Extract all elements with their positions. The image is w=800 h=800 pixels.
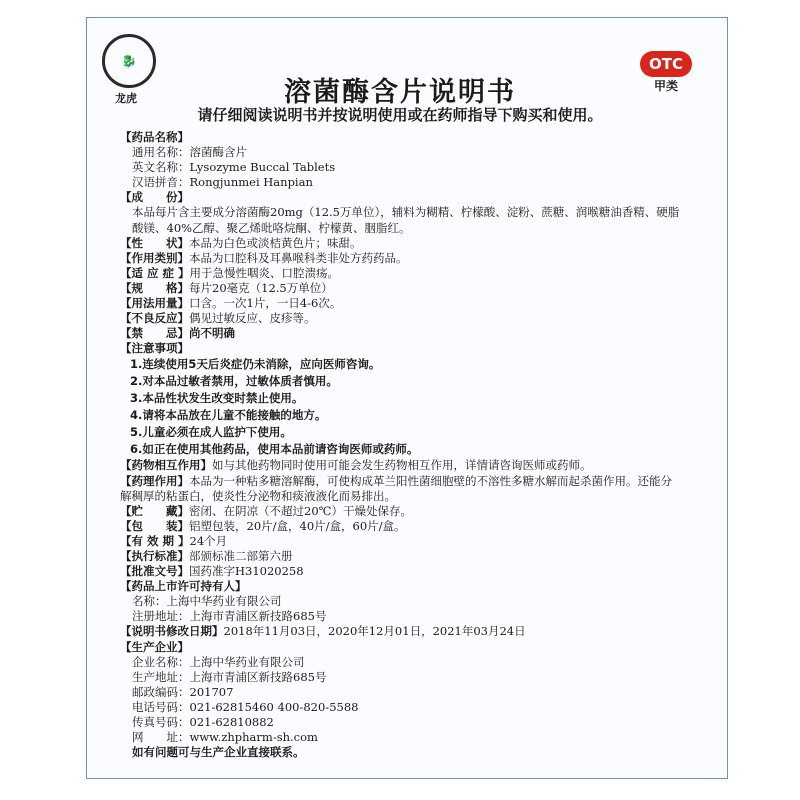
specification-label: 【规 格】 [120,280,189,295]
package-label: 【包 装】 [120,518,189,533]
precaution-item: 1.连续使用5天后炎症仍未消除，应向医师咨询。 [130,357,381,372]
properties-label: 【性 状】 [120,235,189,250]
interactions-label: 【药物相互作用】 [120,458,212,473]
pinyin-name: 汉语拼音：Rongjunmei Hanpian [132,175,313,190]
dragon-tiger-icon: 🐉 [102,34,156,88]
precautions-label: 【注意事项】 [120,341,189,356]
manufacturer-line: 企业名称：上海中华药业有限公司 [132,654,305,669]
standard-label: 【执行标准】 [120,548,189,563]
leaflet-content [120,130,680,760]
contact-note: 如有问题可与生产企业直接联系。 [132,745,305,760]
manufacturer-line: 生产地址：上海市青浦区新技路685号 [132,669,327,684]
manufacturer-line: 传真号码：021-62810882 [132,715,274,729]
category-text: 本品为口腔科及耳鼻喉科类非处方药药品。 [189,250,408,265]
otc-badge: OTC [640,51,692,77]
standard-text: 部颁标准二部第六册 [189,548,293,563]
storage-label: 【贮 藏】 [120,503,189,518]
revision-text: 2018年11月03日，2020年12月01日，2021年03月24日 [223,624,526,639]
pharmacology-label: 【药理作用】 [120,473,189,488]
adverse-label: 【不良反应】 [120,311,189,326]
generic-name: 通用名称：溶菌酶含片 [132,145,247,160]
dosage-label: 【用法用量】 [120,296,189,311]
composition-text: 本品每片含主要成分溶菌酶20mg（12.5万单位），辅料为糊精、柠檬酸、淀粉、蔗糖、润喉糖油香精、硬脂酸镁、40%乙醇、聚乙烯吡咯烷酮、柠檬黄、胭脂红。 [132,205,680,235]
contraindications-label: 【禁 忌】 [120,326,189,341]
adverse-text: 偶见过敏反应、皮疹等。 [189,311,316,326]
dosage-text: 口含。一次1片，一日4-6次。 [189,296,342,311]
properties-text: 本品为白色或淡桔黄色片；味甜。 [189,235,362,250]
approval-label: 【批准文号】 [120,564,189,579]
manufacturer-line: 电话号码：021-62815460 400-820-5588 [132,699,359,714]
holder-name: 名称：上海中华药业有限公司 [132,594,282,609]
precaution-item: 3.本品性状发生改变时禁止使用。 [130,391,304,406]
composition-label: 【成 份】 [120,190,189,205]
package-text: 铝塑包装，20片/盒，40片/盒，60片/盒。 [189,518,406,533]
holder-label: 【药品上市许可持有人】 [120,579,247,594]
drug-name-label: 【药品名称】 [120,130,189,144]
logo-text: 龙虎 [115,92,137,105]
manufacturer-label: 【生产企业】 [120,639,189,654]
precaution-item: 4.请将本品放在儿童不能接触的地方。 [130,408,327,423]
precaution-item: 5.儿童必须在成人监护下使用。 [130,425,292,440]
storage-text: 密闭、在阴凉（不超过20℃）干燥处保存。 [189,503,412,518]
validity-text: 24个月 [189,533,228,548]
manufacturer-line: 邮政编码：201707 [132,684,234,699]
specification-text: 每片20毫克（12.5万单位） [189,280,333,295]
precaution-item: 2.对本品过敏者禁用，过敏体质者慎用。 [130,374,338,389]
validity-label: 【有 效 期 】 [120,533,190,548]
approval-text: 国药准字H31020258 [189,564,304,579]
indications-text: 用于急慢性咽炎、口腔溃疡。 [189,265,340,280]
otc-class: 甲类 [654,79,679,93]
category-label: 【作用类别】 [120,250,189,265]
revision-label: 【说明书修改日期】 [120,624,224,639]
interactions-text: 如与其他药物同时使用可能会发生药物相互作用，详情请咨询医师或药师。 [212,458,592,473]
english-name: 英文名称：Lysozyme Buccal Tablets [132,160,336,175]
page-title: 溶菌酶含片说明书 [284,77,516,108]
holder-address: 注册地址：上海市青浦区新技路685号 [132,609,327,624]
contraindications-text: 尚不明确 [189,326,235,341]
page-subtitle: 请仔细阅读说明书并按说明使用或在药师指导下购买和使用。 [197,106,603,124]
pharmacology-text: 本品为一种粘多糖溶解酶，可使构成革兰阳性菌细胞壁的不溶性多糖水解而起杀菌作用。还能分解稠厚的粘蛋白，使炎性分泌物和痰液液化而易排出。 [120,473,672,503]
precaution-item: 6.如正在使用其他药品，使用本品前请咨询医师或药师。 [130,442,419,457]
manufacturer-line: 网 址：www.zhpharm-sh.com [132,730,318,745]
indications-label: 【适 应 症 】 [120,265,190,280]
